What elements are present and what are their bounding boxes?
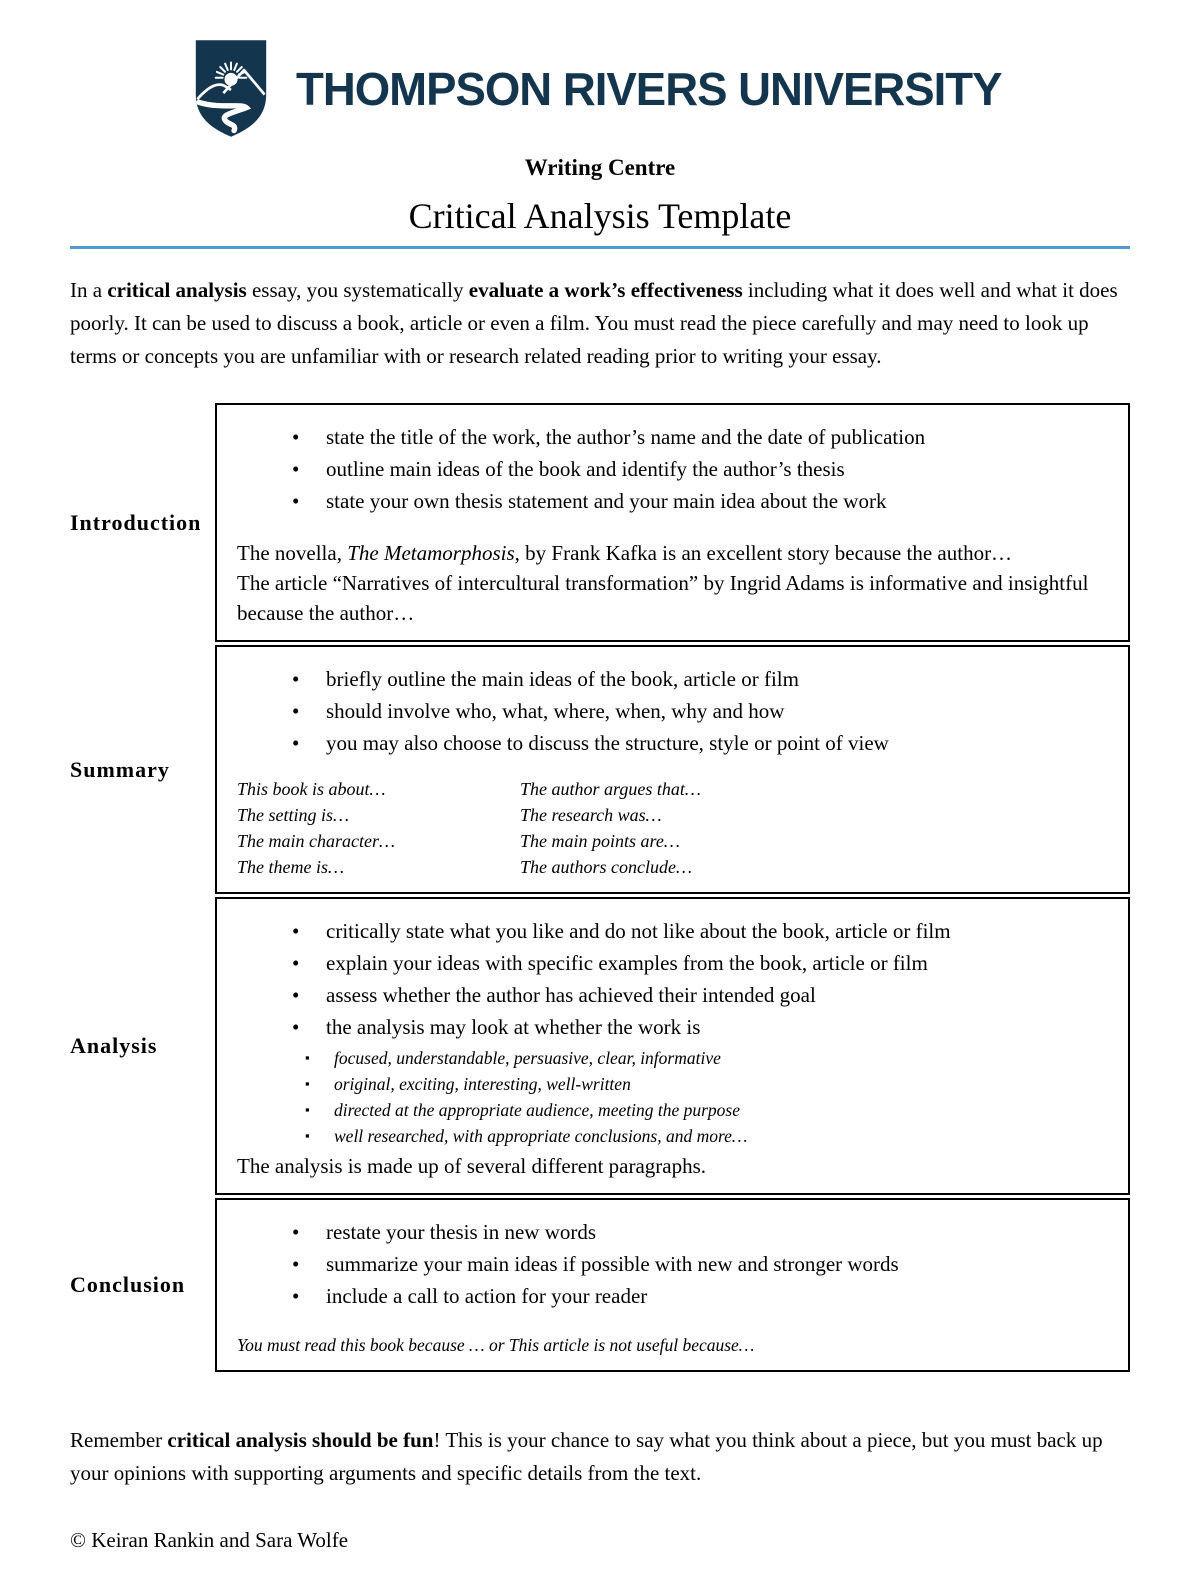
conclusion-content-box [215, 1198, 1130, 1372]
example-stem: The setting is… [237, 805, 350, 825]
analysis-content-box [215, 897, 1130, 1195]
intro-paragraph [70, 274, 1130, 373]
section-label-introduction: Introduction [70, 509, 202, 535]
section-introduction [70, 403, 1130, 642]
example-stem: The research was… [520, 805, 662, 825]
tru-shield-icon [192, 38, 270, 139]
example-title-italic: The Metamorphosis [347, 541, 515, 565]
conclusion-bullet-list [237, 1216, 1108, 1312]
bullet-item: • critically state what you like and do not like about the book, article or film [292, 915, 1108, 947]
summary-examples-left [237, 776, 520, 880]
example-stem: The authors conclude… [520, 857, 692, 877]
bullet-item: • you may also choose to discuss the structure, style or point of view [292, 727, 1108, 759]
section-analysis [70, 897, 1130, 1195]
bullet-item: • the analysis may look at whether the work is [292, 1011, 1108, 1043]
summary-bullet-list [237, 663, 1108, 759]
university-wordmark: THOMPSON RIVERS UNIVERSITY [295, 62, 1002, 115]
example-stem: The theme is… [237, 857, 344, 877]
example-stem: The main points are… [520, 831, 680, 851]
example-text: , by Frank Kafka is an excellent story because the author… [514, 541, 1013, 565]
section-label-conclusion: Conclusion [70, 1272, 186, 1297]
sub-bullet-item: ▪ original, exciting, interesting, well-written [305, 1071, 1108, 1097]
section-conclusion [70, 1198, 1130, 1372]
closing-text: ! This is your chance to say what you think about a piece, but you must back up your opinions with supporting arguments and specific details from the text. [70, 1428, 1103, 1485]
university-header [70, 38, 1130, 139]
example-stem: The author argues that… [520, 779, 701, 799]
example-text: The novella, [237, 541, 348, 565]
sub-bullet-item: ▪ directed at the appropriate audience, meeting the purpose [305, 1097, 1108, 1123]
bullet-item: • should involve who, what, where, when, why and how [292, 695, 1108, 727]
section-label-analysis: Analysis [70, 1033, 158, 1058]
intro-text: essay, you systematically [246, 278, 469, 302]
title-divider [70, 246, 1130, 249]
closing-paragraph [70, 1424, 1130, 1490]
example-sentence: The article “Narratives of intercultural transformation” by Ingrid Adams is informative and insightful because the author… [237, 571, 1089, 625]
introduction-content-box [215, 403, 1130, 642]
section-label-summary: Summary [70, 756, 170, 782]
intro-text: including what it does well and what it does poorly. It can be used to discuss a book, article or even a film. You must read the piece carefully and may need to look up terms or concepts you are unfamiliar with or research related reading prior to writing your essay. [70, 278, 1118, 368]
example-stem: This book is about… [237, 779, 386, 799]
summary-example-columns [237, 776, 1108, 880]
sub-bullet-item: ▪ well researched, with appropriate conclusions, and more… [305, 1123, 1108, 1149]
bullet-item: • explain your ideas with specific examples from the book, article or film [292, 947, 1108, 979]
bullet-item: • assess whether the author has achieved their intended goal [292, 979, 1108, 1011]
summary-examples-right [520, 776, 1108, 880]
example-stem: The main character… [237, 831, 395, 851]
copyright-line: © Keiran Rankin and Sara Wolfe [70, 1528, 349, 1552]
bullet-item: • summarize your main ideas if possible with new and stronger words [292, 1248, 1108, 1280]
subtitle-writing-centre: Writing Centre [524, 155, 676, 180]
analysis-sub-bullet-list [237, 1045, 1108, 1149]
intro-bold-critical-analysis: critical analysis [107, 278, 247, 302]
closing-bold-fun: critical analysis should be fun [167, 1428, 434, 1452]
sub-bullet-item: ▪ focused, understandable, persuasive, clear, informative [305, 1045, 1108, 1071]
example-sentence [237, 538, 1108, 568]
analysis-bullet-list [237, 915, 1108, 1043]
conclusion-example: You must read this book because … or This article is not useful because… [237, 1335, 755, 1355]
analysis-footer-note: The analysis is made up of several different paragraphs. [237, 1154, 707, 1178]
intro-text: In a [70, 278, 108, 302]
section-summary [70, 645, 1130, 894]
closing-text: Remember [70, 1428, 168, 1452]
intro-bold-evaluate: evaluate a work’s effectiveness [468, 278, 743, 302]
template-table [70, 403, 1130, 1372]
bullet-item: • outline main ideas of the book and identify the author’s thesis [292, 453, 1108, 485]
page-title: Critical Analysis Template [408, 196, 792, 236]
bullet-item: • state your own thesis statement and your main idea about the work [292, 485, 1108, 517]
bullet-item: • include a call to action for your reader [292, 1280, 1108, 1312]
summary-content-box [215, 645, 1130, 894]
bullet-item: • restate your thesis in new words [292, 1216, 1108, 1248]
bullet-item: • briefly outline the main ideas of the book, article or film [292, 663, 1108, 695]
introduction-example [237, 538, 1108, 628]
bullet-item: • state the title of the work, the author’s name and the date of publication [292, 421, 1108, 453]
introduction-bullet-list [237, 421, 1108, 517]
